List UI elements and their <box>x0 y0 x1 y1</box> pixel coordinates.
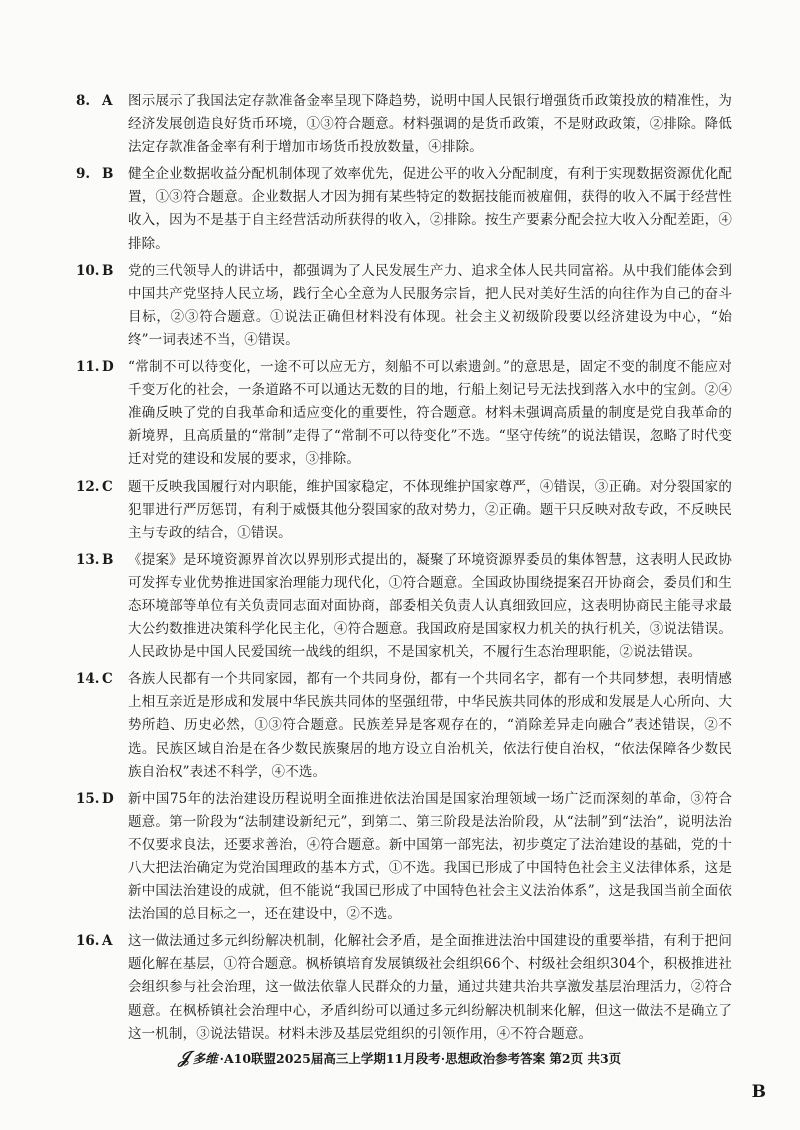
question-number: 12. <box>76 478 100 495</box>
question-number: 9. <box>76 166 91 183</box>
publisher-logo-text: 多维 <box>192 1051 218 1066</box>
explanation-text: 题干反映我国履行对内职能，维护国家稳定，不体现维护国家尊严，④错误，③正确。对分裂国家的犯罪进行严厉惩罚，有利于威慑其他分裂国家的敌对势力，②正确。题干只反映对敌专政，不反映民主与专政的结合，①错误。 <box>128 478 732 541</box>
answer-letter: D <box>102 790 114 807</box>
question-number: 15. <box>76 790 100 807</box>
answer-letter: B <box>102 551 114 568</box>
answer-item <box>76 163 732 255</box>
answer-item <box>76 356 732 471</box>
explanation-text: “常制不可以待变化，一途不可以应无方，刻船不可以索遗剑。”的意思是，固定不变的制度不能应对千变万化的社会，一条道路不可以通达无数的目的地，行船上刻记号无法找到落入水中的宝剑。②④准确反映了党的自我革命和适应变化的重要性，符合题意。材料未强调高质量的制度是党自我革命的新境界，且高质量的“常制”走得了“常制不可以待变化”不选。“坚守传统”的说法错误，忽略了时代变迁对党的建设和发展的要求，③排除。 <box>128 359 732 468</box>
footer-text: A10联盟2025届高三上学期11月段考·思想政治参考答案 第2页 共3页 <box>223 1051 622 1066</box>
answer-letter: D <box>102 359 114 376</box>
answer-letter: B <box>102 262 114 279</box>
version-badge: B <box>751 1082 766 1102</box>
question-number: 8. <box>76 93 91 109</box>
explanation-text: 《提案》是环境资源界首次以界别形式提出的，凝聚了环境资源界委员的集体智慧，这表明人民政协可发挥专业优势推进国家治理能力现代化，①符合题意。全国政协围绕提案召开协商会，委员们和生态环境部等单位有关负责同志面对面协商，部委相关负责人认真细致回应，这表明协商民主能寻求最大公约数推进决策科学化民主化，④符合题意。我国政府是国家权力机关的执行机关，③说法错误。人民政协是中国人民爱国统一战线的组织，不是国家机关，不履行生态治理职能，②说法错误。 <box>128 551 732 661</box>
answer-item <box>76 788 732 927</box>
answer-list <box>76 90 732 1050</box>
answer-letter: B <box>102 166 114 183</box>
answer-item <box>76 476 732 545</box>
answer-letter: C <box>102 478 113 495</box>
answer-letter: C <box>102 671 113 688</box>
question-number: 13. <box>76 551 100 568</box>
answer-item <box>76 930 732 1045</box>
publisher-logo: 𝒥 <box>177 1048 192 1068</box>
answer-item <box>76 90 732 159</box>
explanation-text: 图示展示了我国法定存款准备金率呈现下降趋势，说明中国人民银行增强货币政策投放的精准性，为经济发展创造良好货币环境，①③符合题意。材料强调的是货币政策，不是财政政策，②排除。降低法定存款准备金率有利于增加市场货币投放数量，④排除。 <box>128 93 732 156</box>
question-number: 10. <box>76 262 100 279</box>
question-number: 16. <box>76 933 100 950</box>
answer-letter: A <box>102 933 113 950</box>
answer-item <box>76 668 732 783</box>
answer-letter: A <box>102 93 113 109</box>
page-footer: 𝒥多维 ·A10联盟2025届高三上学期11月段考·思想政治参考答案 第2页 共3页 <box>177 1048 622 1068</box>
explanation-text: 新中国75年的法治建设历程说明全面推进依法治国是国家治理领域一场广泛而深刻的革命，③符合题意。第一阶段为“法制建设新纪元”，到第二、第三阶段是法治阶段，从“法制”到“法治”，说明法治不仅要求良法，还要求善治，④符合题意。新中国第一部宪法，初步奠定了法治建设的基础，党的十八大把法治确定为党治国理政的基本方式，①不选。我国已形成了中国特色社会主义法律体系，这是新中国法治建设的成就，但不能说“我国已形成了中国特色社会主义法治体系”，这是我国当前全面依法治国的总目标之一，还在建设中，②不选。 <box>128 790 732 923</box>
question-number: 14. <box>76 671 100 688</box>
explanation-text: 这一做法通过多元纠纷解决机制，化解社会矛盾，是全面推进法治中国建设的重要举措，有利于把问题化解在基层，①符合题意。枫桥镇培育发展镇级社会组织66个、村级社会组织304个，积极推进社会组织参与社会治理，这一做法依靠人民群众的力量，通过共建共治共享激发基层治理活力，②符合题意。在枫桥镇社会治理中心，矛盾纠纷可以通过多元纠纷解决机制来化解，但这一做法不是确立了这一机制，③说法错误。材料未涉及基层党组织的引领作用，④不符合题意。 <box>128 933 732 1042</box>
answer-item <box>76 549 732 664</box>
explanation-text: 党的三代领导人的讲话中，都强调为了人民发展生产力、追求全体人民共同富裕。从中我们能体会到中国共产党坚持人民立场，践行全心全意为人民服务宗旨，把人民对美好生活的向往作为自己的奋斗目标，②③符合题意。①说法正确但材料没有体现。社会主义初级阶段要以经济建设为中心，“始终”一词表述不当，④错误。 <box>128 262 732 348</box>
question-number: 11. <box>76 359 100 376</box>
answer-item <box>76 260 732 352</box>
explanation-text: 各族人民都有一个共同家园，都有一个共同身份，都有一个共同名字，都有一个共同梦想，表明情感上相互亲近是形成和发展中华民族共同体的坚强纽带，中华民族共同体的形成和发展是人心所向、大势所趋、历史必然，①③符合题意。民族差异是客观存在的，“消除差异走向融合”表述错误，②不选。民族区域自治是在各少数民族聚居的地方设立自治机关，依法行使自治权，“依法保障各少数民族自治权”表述不科学，④不选。 <box>128 671 732 780</box>
explanation-text: 健全企业数据收益分配机制体现了效率优先，促进公平的收入分配制度，有利于实现数据资源优化配置，①③符合题意。企业数据人才因为拥有某些特定的数据技能而被雇佣，获得的收入不属于经营性收入，因为不是基于自主经营活动所获得的收入，②排除。按生产要素分配会拉大收入分配差距，④排除。 <box>128 166 732 252</box>
